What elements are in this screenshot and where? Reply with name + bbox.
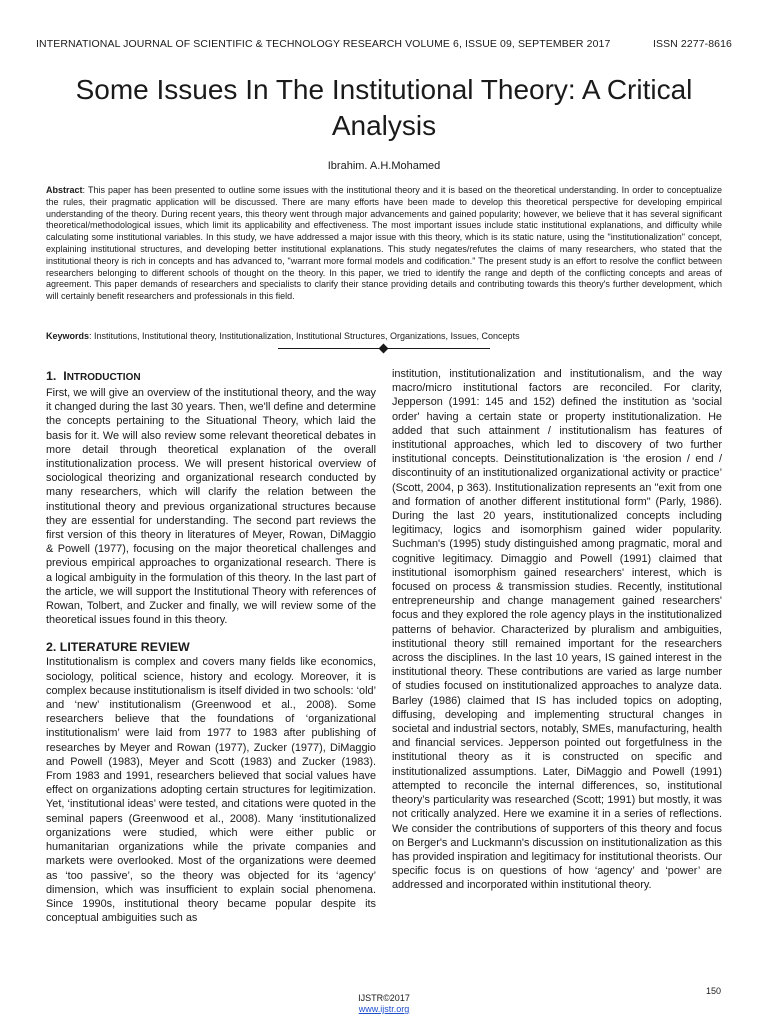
- keywords-text: : Institutions, Institutional theory, Institutionalization, Institutional Structures, Organizations, Issues, Concepts: [89, 331, 520, 341]
- abstract-label: Abstract: [46, 185, 83, 195]
- journal-url-link[interactable]: www.ijstr.org: [358, 1004, 410, 1014]
- paper-title: Some Issues In The Institutional Theory: A Critical Analysis: [75, 74, 693, 141]
- author-name: Ibrahim. A.H.Mohamed: [327, 160, 441, 172]
- abstract: [46, 185, 722, 303]
- intro-number: 1.: [46, 369, 57, 383]
- right-column-body: institution, institutionalization and institutionalism, and the way macro/micro institutional factors are reconciled. For clarity, Jepperson (1991: 145 and 152) defined the institution as 'social order' having a certain state or property institutionalization. He added that such attainment / institutionalism has features of institutional approaches, which led to discovery of two further institutional concepts. Deinstitutionalization is ‘the erosion / end / discontinuity of an institutionalized organizational activity or practice’ (Scott, 2004, p 363). Institutionalization represents an "exit from one and formation of another different institutional form" (Parly, 1986). During the last 20 years, institutionalized concepts including legitimacy, logics and isomorphism gained wider popularity. Suchman's (1995) study distinguished among pragmatic, moral and cognitive legitimacy. Dimaggio and Powell (1991) claimed that institutional isomorphism gained researchers' interest, which is focused on process & transmission studies. Recently, institutional entrepreneurship and change management gained researchers' focus and they explored the role agency plays in the institutionalized patterns of behavior. Characterized by pluralism and ambiguities, institutional theory still remained important for the researchers across the disciplines. In the last 10 years, IS gained interest in the institutional theory. These contributions are varied as large number of studies focused on institutionalized approaches to analyze data. Barley (1986) claimed that IS has included topics on adopting, diffusing, developing and implementing structural changes in societal and industrial sectors, notably, SMEs, manufacturing, health and financial services. Jepperson pointed out forgetfulness in the institutional theory as it is constructed on specific and institutionalized assumptions. Later, DiMaggio and Powell (1991) attempted to reconcile the internal differences, so, institutional theory’s particularity was researched (Scott; 1991) but mostly, it was not critically analyzed. Here we examine it in a series of reflections. We consider the contributions of supporters of this theory and focus on Berger's and Luckmann's discussion on institutionalization as this has provided inspiration and legitimacy for institutional theorists. Our specific focus is on questions of how ‘agency’ and ‘power’ are addressed and incorporated within institutional theory.: [392, 368, 722, 892]
- page-number: 150: [706, 986, 722, 996]
- issn: ISSN 2277-8616: [652, 38, 732, 50]
- left-column: [46, 368, 376, 925]
- literature-body: Institutionalism is complex and covers many fields like economics, sociology, political science, history and ecology. Moreover, it is complex because institutionalism is itself divided in two schools: ‘old’ and ‘new’ institutionalism (Greenwood et al., 2008). Some researchers believe that the foundations of ‘organizational institutionalism’ were laid from 1977 to 1983 after publishing of researches by Meyer and Rowan (1977), Zucker (1977), DiMaggio and Powell (1983), Meyer and Scott (1983) and Zucker (1983). From 1983 and 1991, researchers believed that social values have effect on organizations adopting certain structures for legitimization. Yet, ‘institutional ideas’ were tested, and citations were quoted in the seminal papers (Greenwood et al., 2008). Many ‘institutionalized organizations were studied, which were either public or humanitarian organizations while the private companies and markets were overlooked. Most of the organizations were deemed as ‘too passive’, so the theory was objected for its ‘agency’ dimension, which was insufficient to explain social phenomena. Since 1990s, institutional theory became popular despite its conceptual ambiguities such as: [46, 656, 376, 925]
- intro-body: First, we will give an overview of the institutional theory, and the way it changed during the last 30 years. Then, we'll define and determine the concepts pertaining to the Situational Theory, which laid the basis for it. We will also review some relevant theoretical debates in more detail through theoretical explanation of the overall institutionalization process. We will present historical overview of sociological theorizing and organizational research conducted by many researchers, which will clarify the relation between the institutional theory and previous organizational structures because they are essential for understanding. The second part reviews the first version of this theory in literatures of Meyer, Rowan, DiMaggio & Powell (1977), focusing on the major theoretical challenges and previous empirical approaches to organizational research. There is a logical ambiguity in the formulation of this theory. In the last part of the article, we will support the Institutional Theory with references of Rowan, Tolbert, and Zucker and finally, we will review some of the theoretical issues found in this theory.: [46, 387, 376, 627]
- abstract-text: : This paper has been presented to outline some issues with the institutional theory and it is based on the theoretical understanding. In order to conceptualize the rules, their pragmatic application will be discussed. There are many efforts have been made to develop this theoretical perspective for developing empirical understanding of the theory. During recent years, this theory went through major advancements and gained popularity; however, we believe that it has several significant theoretical/methodological issues, which limit its applicability and effectiveness. The most important issues include static institutional explanations, and difficulty while calculating some institutional variables. In this study, we have addressed a major issue with this theory, which is its static nature, using the "institutionalization" concept, explaining institutional structures, and developing better institutional explanations. This study negates/refutes the claims of many researchers, who stated that the institutional theory is rich in concepts and has advanced to, "warrant more formal models and codification." The present study is an effort to resolve the conflict between researchers belonging to different schools of thought on the theory. In this paper, we tried to identify the range and depth of the conflicting concepts and areas of agreement. This paper demands of researchers and specialists to clarify their stance providing details and contributing towards this theory's further development, which will certainly benefit researchers and professionals in this field.: [46, 185, 722, 302]
- literature-heading: 2. LITERATURE REVIEW: [46, 640, 190, 655]
- right-column: [392, 367, 722, 893]
- diamond-ornament-icon: [379, 343, 389, 353]
- intro-heading-rest: NTRODUCTION: [66, 372, 141, 383]
- journal-name: INTERNATIONAL JOURNAL OF SCIENTIFIC & TECHNOLOGY RESEARCH VOLUME 6, ISSUE 09, SEPTEMBER 2017: [36, 38, 611, 50]
- keywords-label: Keywords: [46, 331, 90, 341]
- page-footer: [0, 993, 768, 1015]
- copyright: IJSTR©2017: [358, 993, 410, 1003]
- keywords: [46, 330, 722, 342]
- section-divider: [278, 348, 490, 349]
- intro-heading: [46, 368, 376, 386]
- running-header: [36, 38, 732, 50]
- intro-first-letter: I: [63, 369, 67, 383]
